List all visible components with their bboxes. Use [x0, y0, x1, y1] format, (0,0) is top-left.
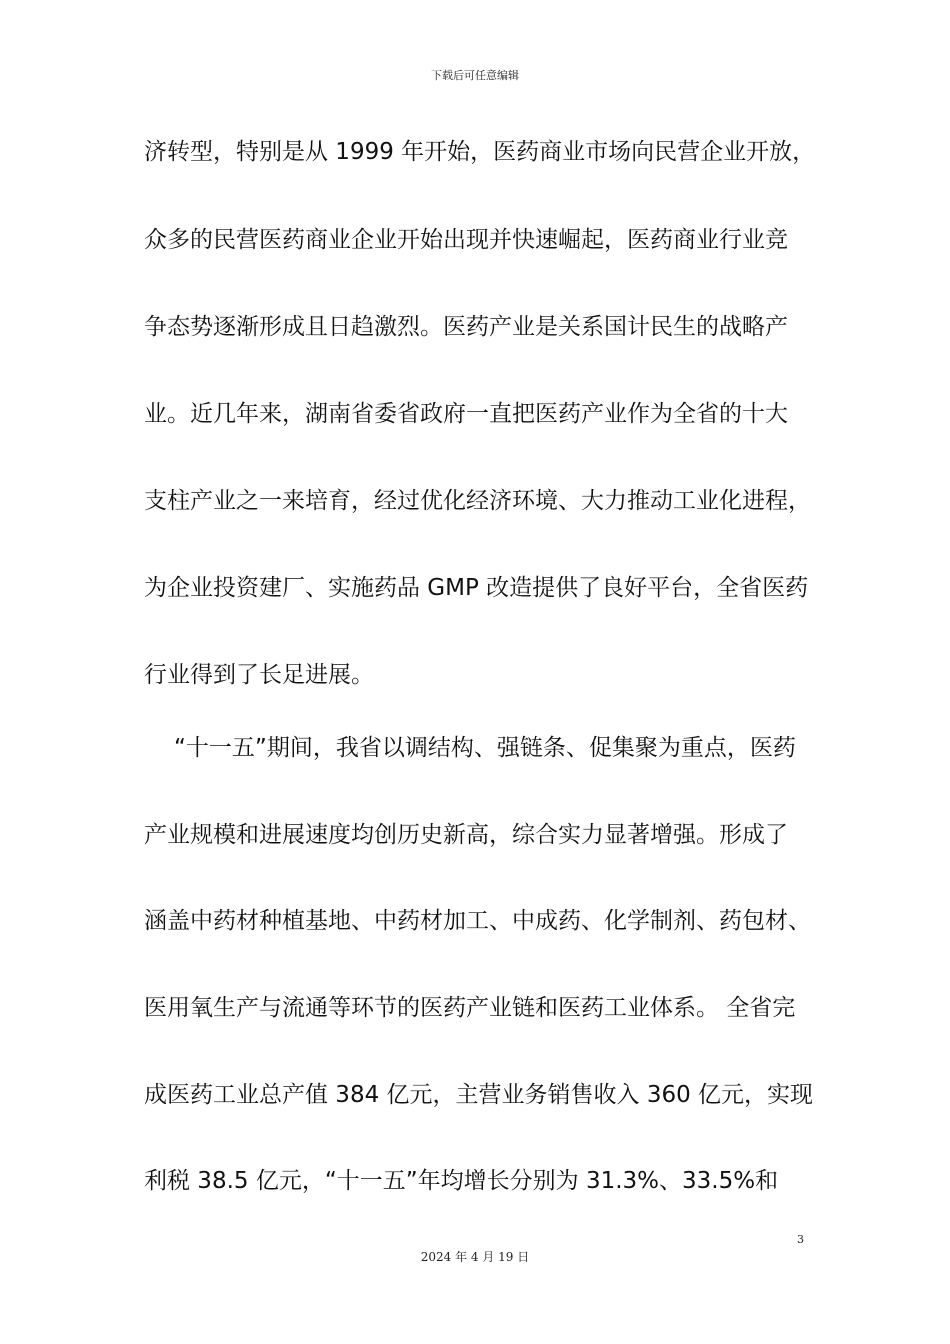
text-line: “十一五”期间，我省以调结构、强链条、促集聚为重点，医药 — [174, 735, 796, 761]
text-line: 成医药工业总产值 384 亿元，主营业务销售收入 360 亿元，实现 — [144, 1082, 814, 1108]
text-line: 利税 38.5 亿元，“十一五”年均增长分别为 31.3%、33.5%和 — [144, 1168, 779, 1194]
page-header: 下载后可任意编辑 — [431, 69, 519, 82]
text-line: 争态势逐渐形成且日趋激烈。医药产业是关系国计民生的战略产 — [144, 314, 788, 340]
text-line: 业。近几年来，湖南省委省政府一直把医药产业作为全省的十大 — [144, 401, 788, 427]
text-line: 为企业投资建厂、实施药品 GMP 改造提供了良好平台，全省医药 — [144, 575, 809, 601]
text-line: 济转型，特别是从 1999 年开始，医药商业市场向民营企业开放， — [144, 139, 816, 165]
text-line: 产业规模和进展速度均创历史新高，综合实力显著增强。形成了 — [144, 822, 788, 848]
text-line: 涵盖中药材种植基地、中药材加工、中成药、化学制剂、药包材、 — [144, 908, 811, 934]
page-number: 3 — [797, 1233, 804, 1246]
text-line: 行业得到了长足进展。 — [144, 662, 374, 688]
text-line: 众多的民营医药商业企业开始出现并快速崛起，医药商业行业竞 — [144, 227, 788, 253]
text-line: 支柱产业之一来培育，经过优化经济环境、大力推动工业化进程， — [144, 488, 811, 514]
footer-date: 2024 年 4 月 19 日 — [420, 1250, 530, 1264]
text-line: 医用氧生产与流通等环节的医药产业链和医药工业体系。 全省完 — [144, 995, 796, 1021]
